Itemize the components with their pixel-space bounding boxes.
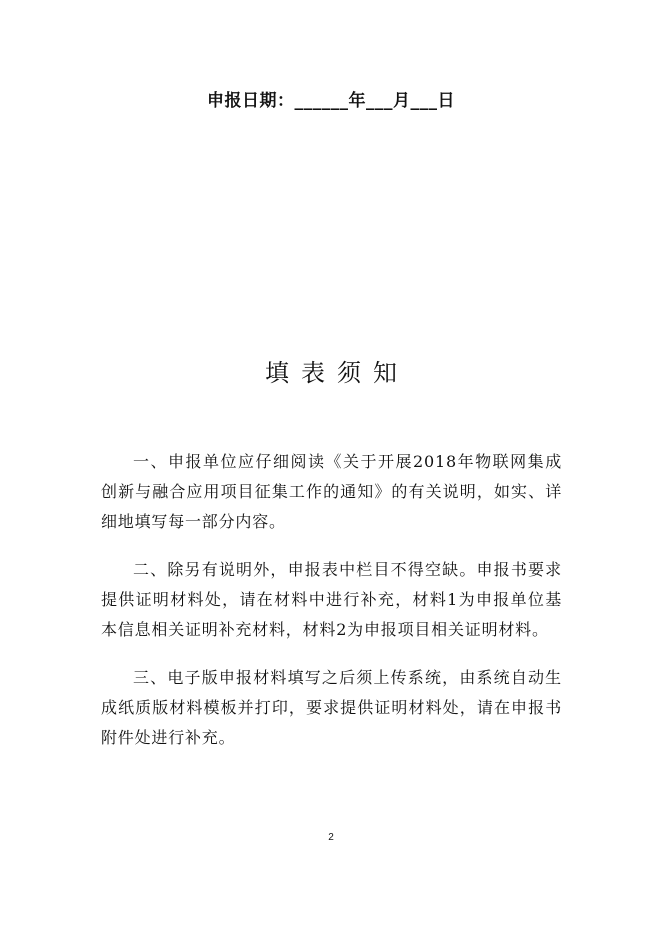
page-number: 2 [328, 832, 334, 843]
instructions-body [101, 447, 562, 771]
instruction-paragraph-3: 三、电子版申报材料填写之后须上传系统，由系统自动生成纸质版材料模板并打印，要求提供证明材料处，请在申报书附件处进行补充。 [101, 668, 562, 747]
declaration-date-line: 申报日期：______年___月___日 [207, 91, 455, 111]
instruction-paragraph-2: 二、除另有说明外，申报表中栏目不得空缺。申报书要求提供证明材料处，请在材料中进行补充，材料1为申报单位基本信息相关证明补充材料，材料2为申报项目相关证明材料。 [101, 560, 562, 639]
instruction-paragraph-1: 一、申报单位应仔细阅读《关于开展2018年物联网集成创新与融合应用项目征集工作的通知》的有关说明，如实、详细地填写每一部分内容。 [101, 452, 562, 531]
page-title: 填表须知 [265, 359, 409, 387]
